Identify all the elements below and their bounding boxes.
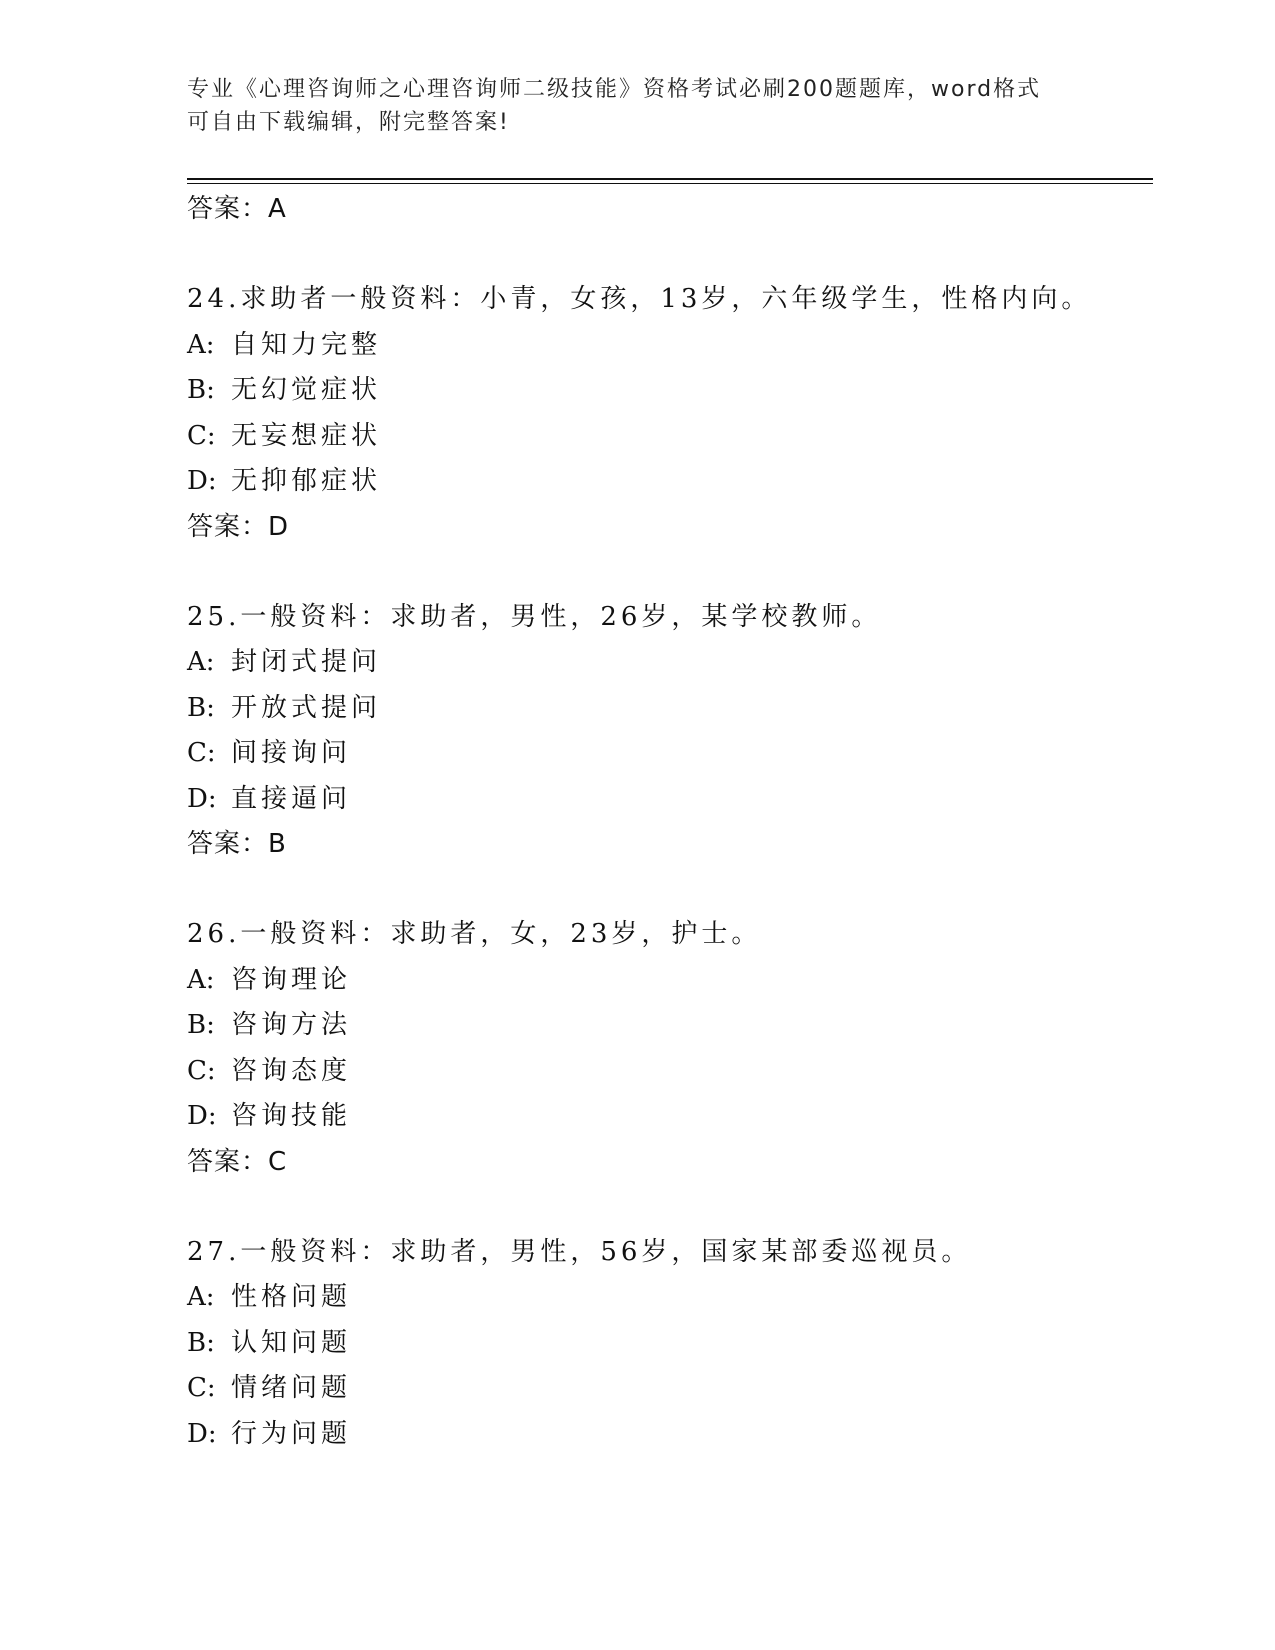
option-letter: C: — [187, 738, 216, 768]
answer-line: 答案：B — [187, 829, 287, 859]
option-letter: D: — [187, 783, 217, 814]
option-letter: C: — [187, 1055, 216, 1086]
option-a — [187, 323, 1147, 369]
option-letter: A: — [187, 329, 215, 360]
option-letter: B: — [187, 1010, 215, 1040]
option-text: 直接逼问 — [231, 783, 352, 814]
question-stem: 25.一般资料：求助者，男性，26岁，某学校教师。 — [187, 601, 882, 632]
option-text: 咨询态度 — [231, 1055, 352, 1086]
option-text: 行为问题 — [231, 1418, 352, 1449]
option-d — [187, 1412, 1147, 1458]
option-text: 无妄想症状 — [231, 420, 382, 451]
option-text: 咨询技能 — [231, 1101, 352, 1131]
option-c — [187, 414, 1147, 460]
option-d — [187, 777, 1147, 823]
option-letter: B: — [187, 692, 215, 723]
question-block — [187, 277, 1147, 550]
option-a — [187, 958, 1147, 1004]
option-text: 认知问题 — [231, 1327, 352, 1358]
option-c — [187, 1049, 1147, 1095]
option-letter: D: — [187, 466, 217, 496]
question-stem: 27.一般资料：求助者，男性，56岁，国家某部委巡视员。 — [187, 1236, 972, 1267]
header-rule-thin — [187, 183, 1153, 184]
option-letter: A: — [187, 964, 215, 995]
page-header — [187, 73, 1087, 139]
option-b — [187, 686, 1147, 732]
header-line-1: 专业《心理咨询师之心理咨询师二级技能》资格考试必刷200题题库，word格式 — [187, 77, 1042, 102]
spacer — [187, 867, 1147, 912]
option-text: 封闭式提问 — [231, 647, 382, 677]
question-block — [187, 912, 1147, 1185]
option-b — [187, 368, 1147, 414]
spacer — [187, 232, 1147, 277]
option-letter: A: — [187, 647, 215, 677]
question-block — [187, 1230, 1147, 1458]
option-a — [187, 640, 1147, 686]
option-d — [187, 1094, 1147, 1140]
option-letter: C: — [187, 420, 216, 451]
option-b — [187, 1321, 1147, 1367]
header-line-2: 可自由下载编辑，附完整答案! — [187, 110, 510, 135]
option-c — [187, 731, 1147, 777]
header-rule-thick — [187, 178, 1153, 180]
option-letter: B: — [187, 1327, 215, 1358]
option-letter: A: — [187, 1282, 215, 1312]
question-stem: 24.求助者一般资料：小青，女孩，13岁，六年级学生，性格内向。 — [187, 284, 1092, 314]
option-text: 无抑郁症状 — [231, 466, 382, 496]
option-text: 自知力完整 — [231, 329, 382, 360]
answer-line: 答案：C — [187, 1146, 288, 1177]
option-c — [187, 1366, 1147, 1412]
option-a — [187, 1275, 1147, 1321]
option-text: 无幻觉症状 — [231, 375, 382, 405]
question-block — [187, 595, 1147, 868]
option-text: 开放式提问 — [231, 692, 382, 723]
option-letter: B: — [187, 375, 215, 405]
option-d — [187, 459, 1147, 505]
question-stem: 26.一般资料：求助者，女，23岁，护士。 — [187, 919, 762, 949]
option-text: 情绪问题 — [231, 1373, 352, 1403]
option-letter: D: — [187, 1418, 217, 1449]
answer-line: 答案：D — [187, 511, 290, 542]
question-list — [187, 187, 1147, 1457]
option-letter: D: — [187, 1101, 217, 1131]
option-letter: C: — [187, 1373, 216, 1403]
answer-line: 答案：A — [187, 194, 287, 224]
spacer — [187, 1185, 1147, 1230]
option-b — [187, 1003, 1147, 1049]
option-text: 咨询理论 — [231, 964, 352, 995]
option-text: 间接询问 — [231, 738, 352, 768]
option-text: 性格问题 — [231, 1282, 352, 1312]
spacer — [187, 550, 1147, 595]
option-text: 咨询方法 — [231, 1010, 352, 1040]
